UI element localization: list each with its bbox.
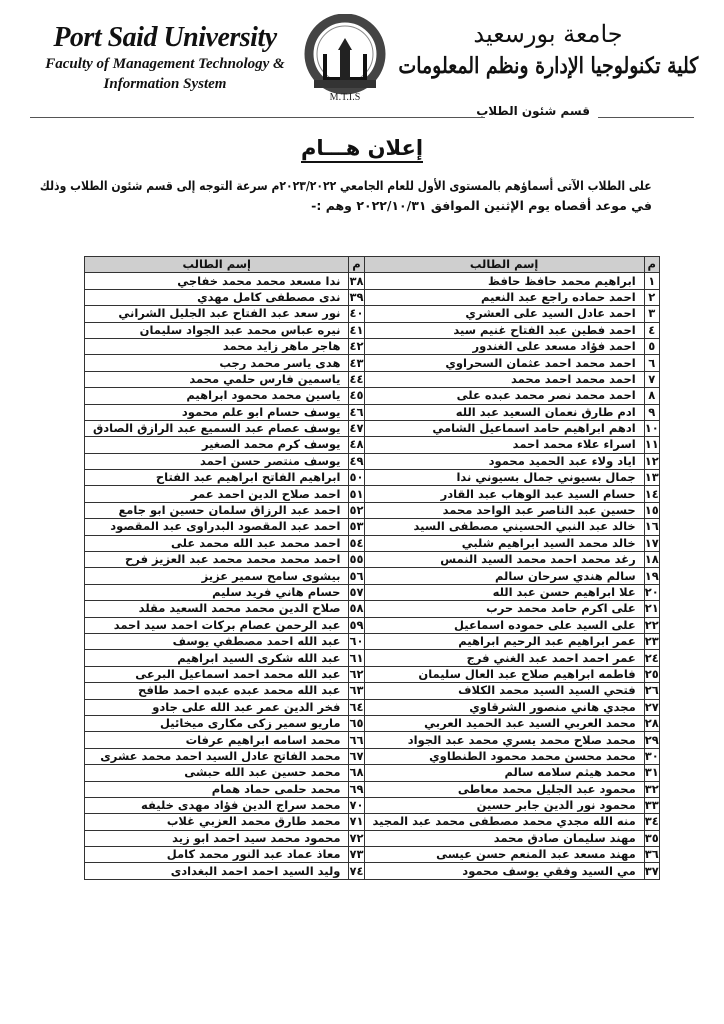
student-name: عبد الله احمد مصطفي يوسف <box>85 633 349 649</box>
table-row <box>85 420 660 436</box>
student-name: احمد محمد عبد الله محمد على <box>85 535 349 551</box>
student-name: نيره عباس محمد عبد الجواد سليمان <box>85 322 349 338</box>
student-number: ٥٤ <box>349 535 364 550</box>
student-number: ١٥ <box>644 503 659 518</box>
student-name: بيشوى سامح سمير عزيز <box>85 568 349 584</box>
student-name: عبد الله محمد عبده عبده احمد طافح <box>85 683 349 699</box>
student-name: خالد محمد السيد ابراهيم شلبي <box>364 535 644 551</box>
student-name: محمد طارق محمد العزبي غلاب <box>85 814 349 830</box>
table-row <box>85 470 660 486</box>
student-name: محمد محسن محمد محمود الطنطاوي <box>364 748 644 764</box>
student-number: ٤٣ <box>349 355 364 370</box>
student-name: احمد فطين عبد الفتاح غنيم سيد <box>364 322 644 338</box>
student-number: ٣٤ <box>644 814 659 829</box>
student-number: ٣٢ <box>644 781 659 796</box>
student-number: ٧٤ <box>349 863 364 878</box>
student-name: مهند مسعد عبد المنعم حسن عيسى <box>364 847 644 863</box>
table-row <box>85 355 660 371</box>
student-name: معاذ عماد عبد النور محمد كامل <box>85 847 349 863</box>
student-number: ٣٠ <box>644 748 659 763</box>
table-row <box>85 371 660 387</box>
english-header <box>30 22 300 94</box>
student-name: علا ابراهيم حسن عبد الله <box>364 584 644 600</box>
student-number: ٦٥ <box>349 716 364 731</box>
student-name: عمر احمد احمد عبد الغني فرج <box>364 650 644 666</box>
student-name: احمد عبد المقصود البدراوى عبد المقصود <box>85 519 349 535</box>
student-number: ٥٠ <box>349 470 364 485</box>
student-number: ٧٣ <box>349 847 364 862</box>
table-row <box>85 830 660 846</box>
arabic-header <box>398 18 698 82</box>
table-row <box>85 601 660 617</box>
student-name: محمد اسامه ابراهيم عرفات <box>85 732 349 748</box>
student-name: فتحي السيد السيد محمد الكلاف <box>364 683 644 699</box>
student-name: محمد سراج الدين فؤاد مهدى خليفه <box>85 797 349 813</box>
student-number: ٥٢ <box>349 503 364 518</box>
table-row <box>85 765 660 781</box>
student-number: ٦ <box>644 355 659 371</box>
student-number: ١٨ <box>644 552 659 567</box>
student-number: ٤٨ <box>349 437 364 452</box>
student-number: ٤٤ <box>349 371 364 386</box>
table-row <box>85 535 660 551</box>
student-name: ندا مسعد محمد محمد خفاجي <box>85 273 349 289</box>
student-name: محمد حلمى حماد همام <box>85 781 349 797</box>
header-name-left: إسم الطالب <box>85 257 349 273</box>
student-number: ١٤ <box>644 486 659 501</box>
student-number: ١٠ <box>644 421 659 436</box>
student-name: ادهم ابراهيم حامد اسماعيل الشامي <box>364 420 644 436</box>
student-name: عمر ابراهيم عبد الرحيم ابراهيم <box>364 633 644 649</box>
header-divider-right <box>598 117 694 118</box>
student-number: ٦٠ <box>349 634 364 649</box>
student-number: ٢٢ <box>644 617 659 632</box>
student-number: ٤١ <box>349 322 364 337</box>
student-name: احمد محمد احمد محمد <box>364 371 644 387</box>
table-row <box>85 732 660 748</box>
table-row <box>85 748 660 764</box>
student-number: ٣٧ <box>644 863 659 878</box>
student-name: مهند سليمان صادق محمد <box>364 830 644 846</box>
student-number: ٣٦ <box>644 847 659 862</box>
student-number: ١٦ <box>644 519 659 534</box>
header-num-left: م <box>349 257 364 273</box>
student-number: ٩ <box>644 404 659 420</box>
student-name: ادم طارق نعمان السعيد عبد الله <box>364 404 644 420</box>
student-name: اياد ولاء عبد الحميد محمود <box>364 453 644 469</box>
student-name: على اكرم حامد محمد حرب <box>364 601 644 617</box>
table-row <box>85 388 660 404</box>
student-number: ١ <box>644 273 659 289</box>
table-row <box>85 863 660 879</box>
student-number: ١٣ <box>644 470 659 485</box>
table-row <box>85 797 660 813</box>
faculty-name-ar: كلية تكنولوجيا الإدارة ونظم المعلومات <box>398 53 698 79</box>
student-number: ٢٥ <box>644 666 659 681</box>
student-name: على السيد على حموده اسماعيل <box>364 617 644 633</box>
student-name: احمد صلاح الدين احمد عمر <box>85 486 349 502</box>
student-name: ابراهيم محمد حافظ حافظ <box>364 273 644 289</box>
student-number: ٢٤ <box>644 650 659 665</box>
table-row <box>85 502 660 518</box>
faculty-name-en-line2: Information System <box>103 76 227 92</box>
student-name: احمد محمد احمد عثمان السحراوي <box>364 355 644 371</box>
student-name: ياسين محمد محمود ابراهيم <box>85 388 349 404</box>
student-name: احمد محمد محمد محمد عبد العزيز فرح <box>85 552 349 568</box>
student-name: حسين عبد الناصر عبد الواحد محمد <box>364 502 644 518</box>
student-name: محمود محمد سيد احمد ابو زيد <box>85 830 349 846</box>
student-name: محمد حسين عبد الله حبشى <box>85 765 349 781</box>
university-name-ar-row <box>398 18 698 50</box>
student-number: ٧٢ <box>349 830 364 845</box>
student-number: ٢٨ <box>644 716 659 731</box>
table-row <box>85 666 660 682</box>
student-number: ٢٣ <box>644 634 659 649</box>
student-name: محمد هيثم سلامه سالم <box>364 765 644 781</box>
student-number: ٤٩ <box>349 453 364 468</box>
student-number: ٢٩ <box>644 732 659 747</box>
announcement-text <box>40 176 652 216</box>
student-name: احمد عادل السيد على العشري <box>364 306 644 322</box>
student-name: سالم هندي سرحان سالم <box>364 568 644 584</box>
table-row <box>85 338 660 354</box>
student-number: ٨ <box>644 388 659 404</box>
student-name: احمد فؤاد مسعد على الغندور <box>364 338 644 354</box>
announcement-title-text: إعلان هـــام <box>301 136 423 163</box>
student-name: محمود نور الدين جابر حسين <box>364 797 644 813</box>
student-number: ٥٧ <box>349 585 364 599</box>
student-number: ٦٨ <box>349 765 364 780</box>
table-row <box>85 289 660 305</box>
student-name: عبد الله محمد احمد اسماعيل البرعى <box>85 666 349 682</box>
header-divider-left <box>30 117 485 118</box>
table-row <box>85 552 660 568</box>
student-name: صلاح الدين محمد محمد السعيد مقلد <box>85 601 349 617</box>
student-number: ٥٩ <box>349 617 364 632</box>
announcement-title <box>0 136 724 160</box>
table-row <box>85 683 660 699</box>
student-name: فاطمه ابراهيم صلاح عبد العال سليمان <box>364 666 644 682</box>
student-number: ٣ <box>644 306 659 322</box>
table-row <box>85 404 660 420</box>
student-number: ٢٠ <box>644 585 659 599</box>
student-number: ٣٨ <box>349 273 364 288</box>
student-number: ٥٦ <box>349 568 364 583</box>
student-name: نور سعد عبد الفتاح عبد الجليل الشراني <box>85 306 349 322</box>
table-row <box>85 617 660 633</box>
student-number: ١٧ <box>644 535 659 550</box>
student-number: ٦١ <box>349 650 364 665</box>
student-number: ١٩ <box>644 568 659 583</box>
student-name: خالد عبد النبي الحسيني مصطفى السيد <box>364 519 644 535</box>
student-number: ٤٢ <box>349 339 364 354</box>
student-number: ٥٥ <box>349 552 364 567</box>
student-number: ٧٠ <box>349 798 364 813</box>
student-number: ٢٧ <box>644 699 659 714</box>
student-name: وليد السيد احمد احمد البغدادى <box>85 863 349 879</box>
announcement-line-1: على الطلاب الآتى أسماؤهم بالمستوى الأول للعام الجامعي ٢٠٢٣/٢٠٢٢م سرعة التوجه إلى قسم شئون الطلاب وذلك <box>40 178 652 193</box>
student-name: يوسف عصام عبد السميع عبد الرازق الصادق <box>85 420 349 436</box>
department-name: قسم شئون الطلاب <box>476 104 590 118</box>
student-number: ٥ <box>644 338 659 354</box>
student-number: ٤٥ <box>349 388 364 403</box>
student-number: ٢١ <box>644 601 659 616</box>
student-number: ٣٩ <box>349 289 364 304</box>
announcement-line-2: في موعد أقصاه يوم الإثنين الموافق ٢٠٢٢/١٠/٣١ وهم :- <box>311 198 652 213</box>
student-number: ٦٦ <box>349 732 364 747</box>
table-row <box>85 847 660 863</box>
student-number: ٦٢ <box>349 666 364 681</box>
student-name: ابراهيم الفاتح ابراهيم عبد الفتاح <box>85 470 349 486</box>
student-number: ٧١ <box>349 814 364 829</box>
table-row <box>85 519 660 535</box>
student-name: جمال بسيوني جمال بسيوني ندا <box>364 470 644 486</box>
student-number: ٦٣ <box>349 683 364 698</box>
student-name: احمد عبد الرزاق سلمان حسين ابو جامع <box>85 502 349 518</box>
student-name: اسراء علاء محمد احمد <box>364 437 644 453</box>
student-name: محمود عبد الجليل محمد معاطى <box>364 781 644 797</box>
student-number: ٥٣ <box>349 519 364 534</box>
table-row <box>85 650 660 666</box>
student-name: ياسمين فارس حلمي محمد <box>85 371 349 387</box>
student-number: ٤٦ <box>349 404 364 419</box>
student-name: ماريو سمير زكى مكارى ميخائيل <box>85 715 349 731</box>
student-name: منه الله مجدي محمد مصطفى محمد عبد المجيد <box>364 814 644 830</box>
student-name: ندى مصطفى كامل مهدي <box>85 289 349 305</box>
table-row <box>85 781 660 797</box>
table-row <box>85 437 660 453</box>
table-row <box>85 699 660 715</box>
table-row <box>85 814 660 830</box>
faculty-name-en-line1: Faculty of Management Technology & <box>45 56 285 72</box>
student-name: محمد الفاتح عادل السيد احمد محمد عشرى <box>85 748 349 764</box>
header-num-right: م <box>644 257 659 273</box>
university-name-ar: جامعة بورسعيد <box>473 20 623 48</box>
student-name: عبد الرحمن عصام بركات احمد سيد احمد <box>85 617 349 633</box>
university-name-en: Port Said University <box>53 22 277 53</box>
student-name: يوسف حسام ابو علم محمود <box>85 404 349 420</box>
student-name: حسام السيد عبد الوهاب عبد القادر <box>364 486 644 502</box>
student-number: ١٢ <box>644 453 659 468</box>
student-name: احمد حماده راجع عبد النعيم <box>364 289 644 305</box>
student-name: يوسف كرم محمد الصغير <box>85 437 349 453</box>
table-row <box>85 273 660 289</box>
student-name: هاجر ماهر زايد محمد <box>85 338 349 354</box>
table-row <box>85 633 660 649</box>
table-row <box>85 306 660 322</box>
student-name: فخر الدين عمر عبد الله على جادو <box>85 699 349 715</box>
table-row <box>85 453 660 469</box>
table-row <box>85 568 660 584</box>
student-number: ٢٦ <box>644 683 659 698</box>
student-name: مي السيد وفقي يوسف محمود <box>364 863 644 879</box>
student-name: عبد الله شكرى السيد ابراهيم <box>85 650 349 666</box>
student-number: ٣١ <box>644 765 659 780</box>
student-name: يوسف منتصر حسن احمد <box>85 453 349 469</box>
student-number: ٦٤ <box>349 699 364 714</box>
table-row <box>85 322 660 338</box>
table-row <box>85 584 660 600</box>
student-name: حسام هاني فريد سليم <box>85 584 349 600</box>
student-number: ٣٥ <box>644 830 659 845</box>
student-number: ٥٨ <box>349 601 364 616</box>
student-number: ٤ <box>644 322 659 338</box>
student-number: ٦٧ <box>349 748 364 763</box>
table-row <box>85 486 660 502</box>
students-table <box>84 256 660 880</box>
student-name: محمد العربي السيد عبد الحميد العربي <box>364 715 644 731</box>
student-number: ٧ <box>644 371 659 387</box>
student-name: محمد صلاح محمد يسري محمد عبد الجواد <box>364 732 644 748</box>
student-number: ٢ <box>644 289 659 305</box>
announcement-line-2-row <box>40 196 652 216</box>
student-number: ٤٠ <box>349 306 364 321</box>
table-row <box>85 715 660 731</box>
header-name-right: إسم الطالب <box>364 257 644 273</box>
student-name: مجدي هاني منصور الشرقاوي <box>364 699 644 715</box>
announcement-line-1-row <box>40 176 652 196</box>
student-name: رغد محمد احمد محمد السيد النمس <box>364 552 644 568</box>
student-name: احمد محمد نصر محمد عبده على <box>364 388 644 404</box>
student-number: ١١ <box>644 437 659 452</box>
student-number: ٤٧ <box>349 421 364 436</box>
table-header-row <box>85 257 660 273</box>
faculty-name-ar-row <box>398 50 698 82</box>
logo-text: M.T.I.S <box>329 92 361 103</box>
student-number: ٥١ <box>349 486 364 501</box>
student-number: ٣٣ <box>644 798 659 813</box>
student-name: هدى ياسر محمد رجب <box>85 355 349 371</box>
student-number: ٦٩ <box>349 781 364 796</box>
